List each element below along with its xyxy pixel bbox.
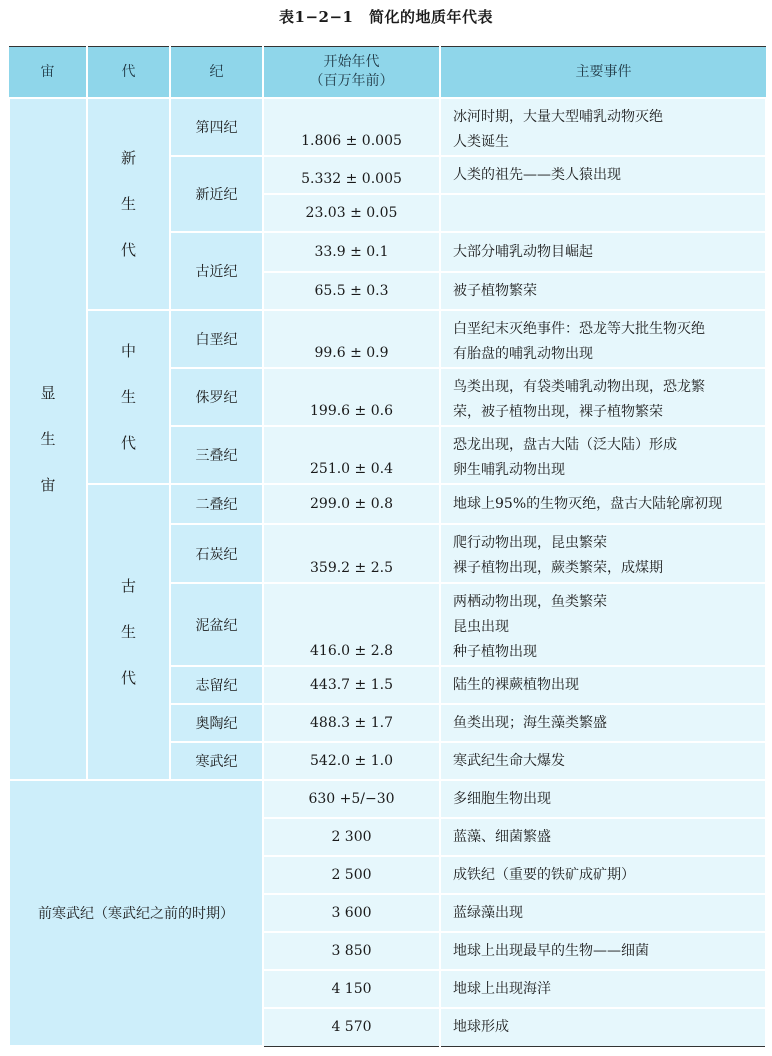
event-line: 陆生的裸蕨植物出现 <box>453 676 579 693</box>
eon-phanerozoic <box>9 98 87 780</box>
events-cell <box>440 524 766 583</box>
event-line: 地球形成 <box>453 1018 509 1035</box>
age-cell: 199.6 ± 0.6 <box>263 368 440 426</box>
period-cell: 泥盆纪 <box>170 583 263 666</box>
event-line: 地球上95%的生物灭绝，盘古大陆轮廓初现 <box>453 495 723 512</box>
age-cell: 299.0 ± 0.8 <box>263 484 440 524</box>
age-cell: 542.0 ± 1.0 <box>263 742 440 780</box>
events-cell <box>440 780 766 818</box>
era-paleozoic <box>87 484 170 780</box>
event-line: 种子植物出现 <box>453 644 537 660</box>
event-line: 地球上出现最早的生物——细菌 <box>453 942 649 959</box>
age-cell: 33.9 ± 0.1 <box>263 232 440 272</box>
event-line: 多细胞生物出现 <box>453 790 551 807</box>
event-line: 卵生哺乳动物出现 <box>453 462 565 478</box>
events-cell <box>440 742 766 780</box>
eon-phanerozoic-char: 生 <box>40 430 56 448</box>
table-row <box>9 484 766 524</box>
era-mesozoic <box>87 310 170 484</box>
events-cell <box>440 98 766 156</box>
event-line: 冰河时期，大量大型哺乳动物灭绝 <box>453 109 663 125</box>
events-cell <box>440 818 766 856</box>
events-cell <box>440 156 766 194</box>
age-cell: 251.0 ± 0.4 <box>263 426 440 484</box>
events-cell <box>440 272 766 310</box>
period-cell: 石炭纪 <box>170 524 263 583</box>
event-line: 两栖动物出现，鱼类繁荣 <box>453 594 607 610</box>
event-line: 爬行动物出现，昆虫繁荣 <box>453 535 607 551</box>
events-cell <box>440 484 766 524</box>
events-cell <box>440 232 766 272</box>
age-cell: 488.3 ± 1.7 <box>263 704 440 742</box>
period-cell: 寒武纪 <box>170 742 263 780</box>
table-row <box>9 310 766 368</box>
header-row <box>9 47 766 99</box>
period-cell: 第四纪 <box>170 98 263 156</box>
header-age <box>263 47 440 99</box>
age-cell: 99.6 ± 0.9 <box>263 310 440 368</box>
table-row <box>9 98 766 156</box>
age-cell: 416.0 ± 2.8 <box>263 583 440 666</box>
event-line: 人类的祖先——类人猿出现 <box>453 167 621 183</box>
period-cell: 志留纪 <box>170 666 263 704</box>
header-eon: 宙 <box>9 47 87 99</box>
events-cell <box>440 583 766 666</box>
era-cenozoic-char: 生 <box>120 195 136 213</box>
event-line: 被子植物繁荣 <box>453 282 537 299</box>
era-cenozoic-char: 代 <box>120 241 136 259</box>
table-title: 表1−2−1 简化的地质年代表 <box>279 8 493 26</box>
event-line: 人类诞生 <box>453 134 509 150</box>
event-line: 恐龙出现，盘古大陆（泛大陆）形成 <box>453 437 677 453</box>
era-mesozoic-char: 生 <box>120 388 136 406</box>
events-cell <box>440 426 766 484</box>
events-cell <box>440 194 766 232</box>
era-mesozoic-char: 代 <box>120 434 136 452</box>
events-cell <box>440 856 766 894</box>
event-line: 鸟类出现，有袋类哺乳动物出现，恐龙繁 <box>453 379 705 395</box>
events-cell <box>440 666 766 704</box>
period-cell: 新近纪 <box>170 156 263 232</box>
eon-phanerozoic-char: 显 <box>40 384 56 402</box>
age-cell: 5.332 ± 0.005 <box>263 156 440 194</box>
age-cell: 443.7 ± 1.5 <box>263 666 440 704</box>
age-cell: 4 570 <box>263 1008 440 1046</box>
events-cell <box>440 970 766 1008</box>
eon-precambrian: 前寒武纪（寒武纪之前的时期） <box>9 780 263 1046</box>
header-age-line1: 开始年代 <box>323 54 380 70</box>
event-line: 荣，被子植物出现，裸子植物繁荣 <box>453 404 663 420</box>
events-cell <box>440 368 766 426</box>
age-cell: 2 300 <box>263 818 440 856</box>
event-line: 裸子植物出现，蕨类繁荣，成煤期 <box>453 560 663 576</box>
geologic-time-table <box>8 46 767 1047</box>
header-age-line2: （百万年前） <box>309 73 394 89</box>
period-cell: 三叠纪 <box>170 426 263 484</box>
header-era: 代 <box>87 47 170 99</box>
age-cell: 359.2 ± 2.5 <box>263 524 440 583</box>
events-cell <box>440 894 766 932</box>
age-cell: 3 600 <box>263 894 440 932</box>
period-cell: 古近纪 <box>170 232 263 310</box>
event-line: 鱼类出现；海生藻类繁盛 <box>453 714 607 731</box>
period-cell: 白垩纪 <box>170 310 263 368</box>
period-cell: 二叠纪 <box>170 484 263 524</box>
era-paleozoic-char: 代 <box>120 669 136 687</box>
eon-phanerozoic-char: 宙 <box>40 476 56 494</box>
age-cell: 3 850 <box>263 932 440 970</box>
age-cell: 630 +5/−30 <box>263 780 440 818</box>
event-line: 大部分哺乳动物目崛起 <box>453 243 593 260</box>
age-cell: 2 500 <box>263 856 440 894</box>
event-line: 蓝藻、细菌繁盛 <box>453 828 551 845</box>
era-cenozoic-char: 新 <box>120 149 136 167</box>
table-row <box>9 780 766 818</box>
era-paleozoic-char: 生 <box>120 623 136 641</box>
events-cell <box>440 704 766 742</box>
era-cenozoic <box>87 98 170 310</box>
period-cell: 奥陶纪 <box>170 704 263 742</box>
event-line: 蓝绿藻出现 <box>453 904 523 921</box>
era-paleozoic-char: 古 <box>120 577 136 595</box>
event-line: 白垩纪末灭绝事件：恐龙等大批生物灭绝 <box>453 321 705 337</box>
period-cell: 侏罗纪 <box>170 368 263 426</box>
event-line: 有胎盘的哺乳动物出现 <box>453 346 593 362</box>
events-cell <box>440 1008 766 1046</box>
events-cell <box>440 932 766 970</box>
era-mesozoic-char: 中 <box>120 342 136 360</box>
event-line: 寒武纪生命大爆发 <box>453 752 565 769</box>
event-line: 昆虫出现 <box>453 619 509 635</box>
age-cell: 23.03 ± 0.05 <box>263 194 440 232</box>
events-cell <box>440 310 766 368</box>
age-cell: 4 150 <box>263 970 440 1008</box>
event-line: 地球上出现海洋 <box>453 980 551 997</box>
event-line: 成铁纪（重要的铁矿成矿期） <box>453 866 635 883</box>
header-period: 纪 <box>170 47 263 99</box>
header-events: 主要事件 <box>440 47 766 99</box>
age-cell: 65.5 ± 0.3 <box>263 272 440 310</box>
age-cell: 1.806 ± 0.005 <box>263 98 440 156</box>
